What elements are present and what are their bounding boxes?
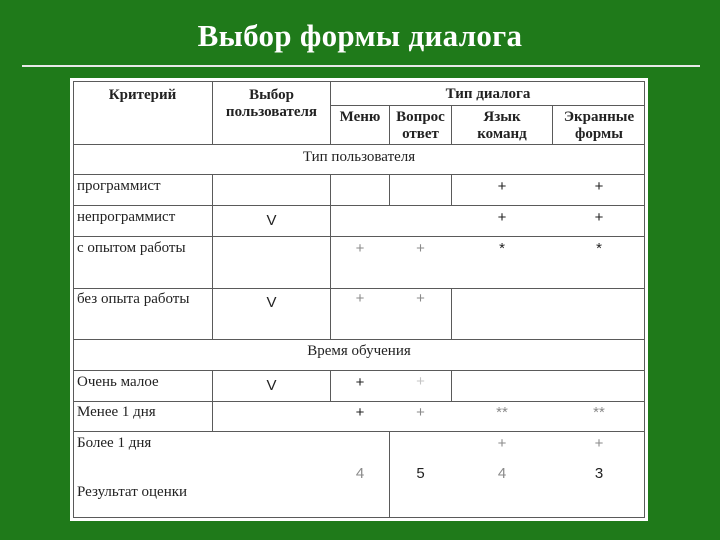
row-more-than-day-lang: + xyxy=(497,435,507,452)
row-experienced-menu: + xyxy=(355,240,365,257)
row-non-programmer-lang: + xyxy=(497,209,507,226)
row-less-than-day-forms: ** xyxy=(593,404,605,421)
header-screen-forms-line-1: Экранные xyxy=(563,109,635,125)
row-programmer-forms: + xyxy=(594,178,604,195)
header-user-choice-line-1: Выбор xyxy=(249,87,294,103)
header-question-answer-line-2: ответ xyxy=(402,126,439,142)
row-label-experienced: с опытом работы xyxy=(77,240,186,256)
row-programmer-lang: + xyxy=(497,178,507,195)
title-divider xyxy=(22,65,700,67)
section-user-type: Тип пользователя xyxy=(302,149,416,165)
row-very-little-menu: + xyxy=(355,374,365,391)
header-question-answer-line-1: Вопрос xyxy=(396,109,445,125)
header-command-language-line-2: команд xyxy=(477,126,527,142)
result-screen-forms: 3 xyxy=(594,465,604,482)
slide-title: Выбор формы диалога xyxy=(197,18,523,53)
row-very-little-qa: + xyxy=(416,373,425,390)
section-training-time: Время обучения xyxy=(307,343,411,359)
row-non-programmer-choice: V xyxy=(266,212,277,229)
row-label-more-than-day: Более 1 дня xyxy=(77,435,152,451)
row-label-inexperienced: без опыта работы xyxy=(77,291,190,307)
row-inexperienced-qa: + xyxy=(416,290,425,307)
row-less-than-day-lang: ** xyxy=(496,404,508,421)
header-command-language-line-1: Язык xyxy=(483,109,521,125)
row-inexperienced-menu: + xyxy=(355,290,365,307)
header-user-choice-line-2: пользователя xyxy=(225,104,318,120)
row-label-result: Результат оценки xyxy=(77,484,188,500)
row-inexperienced-choice: V xyxy=(266,294,277,311)
result-menu: 4 xyxy=(355,465,365,482)
row-label-very-little: Очень малое xyxy=(77,374,159,390)
row-more-than-day-forms: + xyxy=(594,435,604,452)
row-experienced-qa: + xyxy=(416,240,425,257)
row-very-little-choice: V xyxy=(266,377,277,394)
result-command-language: 4 xyxy=(497,465,507,482)
header-menu: Меню xyxy=(339,109,381,125)
row-less-than-day-qa: + xyxy=(416,404,425,421)
row-experienced-forms: * xyxy=(596,240,602,257)
header-screen-forms-line-2: формы xyxy=(575,126,623,142)
dialog-choice-table xyxy=(70,78,648,521)
row-less-than-day-menu: + xyxy=(355,404,365,421)
row-label-less-than-day: Менее 1 дня xyxy=(77,404,156,420)
row-label-non-programmer: непрограммист xyxy=(77,209,176,225)
result-question-answer: 5 xyxy=(416,465,425,482)
row-experienced-lang: * xyxy=(499,240,505,257)
header-dialog-type: Тип диалога xyxy=(445,86,531,102)
header-criterion: Критерий xyxy=(108,87,177,103)
row-label-programmer: программист xyxy=(77,178,161,194)
row-non-programmer-forms: + xyxy=(594,209,604,226)
